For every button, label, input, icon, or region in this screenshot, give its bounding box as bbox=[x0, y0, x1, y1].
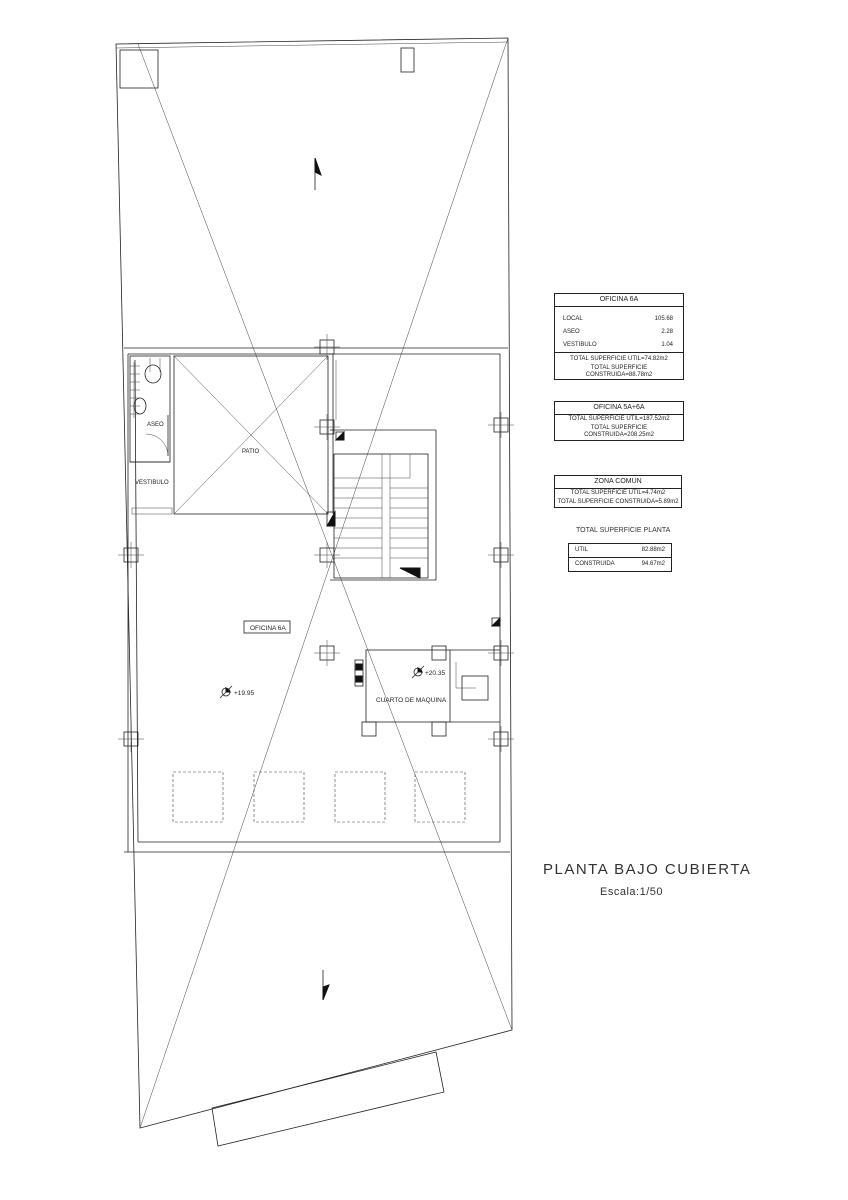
table-title: OFICINA 5A+6A bbox=[555, 402, 683, 415]
drawing-scale: Escala:1/50 bbox=[600, 886, 663, 898]
level-value-2: +20.35 bbox=[425, 670, 446, 677]
total-planta-heading: TOTAL SUPERFICIE PLANTA bbox=[576, 527, 671, 534]
structural-columns bbox=[118, 334, 514, 752]
level-value-1: +19.95 bbox=[234, 690, 255, 697]
table-row: UTIL 82.88m2 bbox=[575, 547, 665, 553]
label-aseo: ASEO bbox=[147, 422, 164, 428]
floor-plate bbox=[124, 348, 510, 852]
drawing-title: PLANTA BAJO CUBIERTA bbox=[543, 861, 752, 878]
total-construida: TOTAL SUPERFICIE CONSTRUIDA=88.78m2 bbox=[585, 364, 653, 378]
table-zona-comun bbox=[554, 475, 682, 508]
label-oficina: OFICINA 6A bbox=[250, 625, 286, 632]
level-marker-icon bbox=[220, 686, 232, 698]
skylights bbox=[173, 772, 465, 822]
bathroom bbox=[130, 356, 172, 514]
table-title: OFICINA 6A bbox=[555, 294, 683, 307]
total-util: TOTAL SUPERFICIE UTIL=187.52m2 bbox=[568, 416, 670, 423]
patio bbox=[174, 356, 328, 514]
total-construida: TOTAL SUPERFICIE CONSTRUIDA=5.89m2 bbox=[557, 498, 679, 505]
table-oficina-5a-6a bbox=[554, 401, 684, 441]
table-oficina-6a bbox=[554, 293, 684, 380]
table-row: LOCAL 105.68 bbox=[563, 316, 673, 323]
toilet-icon bbox=[145, 365, 161, 383]
stair-core bbox=[327, 354, 436, 580]
level-marker-icon bbox=[412, 666, 424, 678]
total-util: TOTAL SUPERFICIE UTIL=4.74m2 bbox=[570, 490, 666, 497]
machine-room bbox=[355, 650, 500, 722]
north-arrow-icon bbox=[315, 158, 321, 190]
roof-outline bbox=[116, 38, 512, 1146]
table-total-planta bbox=[568, 543, 672, 572]
vent-top bbox=[401, 48, 414, 72]
south-arrow-icon bbox=[323, 970, 329, 1000]
table-row: VESTIBULO 1.04 bbox=[563, 341, 673, 348]
total-util: TOTAL SUPERFICIE UTIL=74.82m2 bbox=[570, 355, 668, 362]
label-cuarto-maquina: CUARTO DE MAQUINA bbox=[376, 697, 447, 704]
label-patio: PATIO bbox=[242, 449, 260, 455]
label-vestibulo: VESTIBULO bbox=[135, 480, 169, 486]
table-title: ZONA COMUN bbox=[555, 476, 681, 489]
table-row: CONSTRUIDA 94.67m2 bbox=[569, 557, 671, 571]
table-row: ASEO 2.28 bbox=[563, 328, 673, 335]
total-construida: TOTAL SUPERFICIE CONSTRUIDA=208.25m2 bbox=[584, 424, 654, 438]
